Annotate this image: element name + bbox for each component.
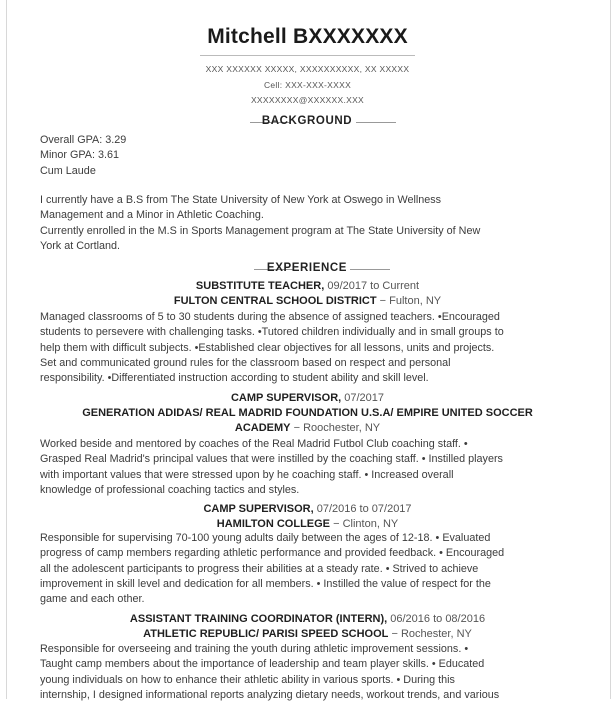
job-line: students to persevere with challenging tasks. •Tutored children individually and in small groups to xyxy=(40,326,504,339)
org-separator: − xyxy=(391,628,398,640)
summary-line: York at Cortland. xyxy=(40,239,121,252)
job-line: Managed classrooms of 5 to 30 students during the absence of assigned teachers. •Encouraged xyxy=(40,311,500,323)
name-divider xyxy=(200,55,415,56)
job-title-line xyxy=(0,279,615,294)
job-location: Roochester, NY xyxy=(303,422,381,434)
org-separator: − xyxy=(293,422,300,434)
job-line: Responsible for overseeing and training the youth during athletic improvement sessions. • xyxy=(40,643,469,655)
candidate-name: Mitchell BXXXXXXX xyxy=(207,25,408,48)
job-org: FULTON CENTRAL SCHOOL DISTRICT xyxy=(173,295,377,307)
job-org-line xyxy=(0,406,615,421)
job-location: Rochester, NY xyxy=(400,628,472,640)
contact-email: XXXXXXXX@XXXXXX.XXX xyxy=(250,95,365,105)
contact-phone: Cell: XXX-XXX-XXXX xyxy=(263,80,352,90)
job-title: SUBSTITUTE TEACHER, xyxy=(195,280,325,292)
job-title-line xyxy=(0,391,615,406)
job-line: Taught camp members about the importance of leadership and team player skills. • Educated xyxy=(40,658,485,671)
contact-address: XXX XXXXXX XXXXX, XXXXXXXXXX, XX XXXXX xyxy=(205,64,410,74)
background-block xyxy=(40,133,575,179)
job-line: Set and communicated ground rules for the classroom based on respect and personal xyxy=(40,356,451,369)
job-line: internship, I designed informational reports analyzing dietary needs, workout trends, and various xyxy=(40,688,500,701)
job-line: help them with difficult subjects. •Established clear objectives for all lessons, units and projects. xyxy=(40,341,495,354)
job-line: game and each other. xyxy=(40,593,145,606)
job-org: ACADEMY xyxy=(234,422,291,434)
job-description xyxy=(40,531,575,607)
summary-line: I currently have a B.S from The State University of New York at Oswego in Wellness xyxy=(40,194,442,206)
job-dates: 07/2016 to 07/2017 xyxy=(316,503,412,515)
job-org-line xyxy=(0,294,615,309)
summary-line: Currently enrolled in the M.S in Sports Management program at The State University of New xyxy=(40,224,481,237)
job-line: Grasped Real Madrid's principal values that were instilled by the coaching staff. • Instilled players xyxy=(40,453,503,466)
job-title: ASSISTANT TRAINING COORDINATOR (INTERN), xyxy=(129,613,388,625)
job-line: all the adolescent participants to progress their abilities at a steady rate. • Strived to achieve xyxy=(40,562,479,575)
job-title-line xyxy=(0,612,615,627)
job-org-line xyxy=(0,517,615,532)
job-title: CAMP SUPERVISOR, xyxy=(203,503,314,515)
job-title-line xyxy=(0,502,615,517)
heading-rule-right xyxy=(356,122,396,123)
job-location: Clinton, NY xyxy=(342,518,399,530)
honors: Cum Laude xyxy=(40,164,96,177)
summary-line: Management and a Minor in Athletic Coaching. xyxy=(40,209,264,222)
job-line: responsibility. •Differentiated instruction according to student ability and skill level. xyxy=(40,372,429,385)
background-heading-label: BACKGROUND xyxy=(261,115,353,127)
job-description xyxy=(40,310,575,386)
job-description xyxy=(40,642,575,703)
job-dates: 09/2017 to Current xyxy=(327,280,420,292)
job-line: Responsible for supervising 70-100 young adults daily between the ages of 12-18. • Evaluated xyxy=(40,532,491,544)
org-separator: − xyxy=(379,295,387,307)
job-line: progress of camp members regarding athletic performance and provided feedback. • Encouraged xyxy=(40,547,505,560)
org-separator: − xyxy=(333,518,340,530)
job-description xyxy=(40,437,575,498)
job-org: ATHLETIC REPUBLIC/ PARISI SPEED SCHOOL xyxy=(143,628,389,640)
background-heading xyxy=(40,115,574,129)
background-summary xyxy=(40,193,575,254)
job-line: improvement in skill level and dedication for all members. • Instilled the value of respect for the xyxy=(40,577,491,590)
job-org: GENERATION ADIDAS/ REAL MADRID FOUNDATION U.S.A/ EMPIRE UNITED SOCCER xyxy=(82,407,533,419)
job-org: HAMILTON COLLEGE xyxy=(216,518,331,530)
job-line: knowledge of professional coaching tactics and styles. xyxy=(40,483,300,496)
experience-heading xyxy=(40,262,574,276)
job-dates: 06/2016 to 08/2016 xyxy=(390,613,486,625)
job-title: CAMP SUPERVISOR, xyxy=(230,392,342,404)
job-line: young individuals on how to enhance their athletic ability in various sports. • During this xyxy=(40,673,455,686)
heading-rule-right xyxy=(350,269,390,270)
overall-gpa: Overall GPA: 3.29 xyxy=(40,134,127,146)
job-line: with important values that were stressed upon by he coaching staff. • Increased overall xyxy=(40,468,454,481)
job-org-line xyxy=(0,627,615,642)
job-location: Fulton, NY xyxy=(389,295,442,307)
experience-heading-label: EXPERIENCE xyxy=(266,262,348,274)
job-org-line xyxy=(0,421,615,436)
minor-gpa: Minor GPA: 3.61 xyxy=(40,149,120,162)
job-dates: 07/2017 xyxy=(344,392,385,404)
job-line: Worked beside and mentored by coaches of the Real Madrid Futbol Club coaching staff. • xyxy=(40,438,468,450)
